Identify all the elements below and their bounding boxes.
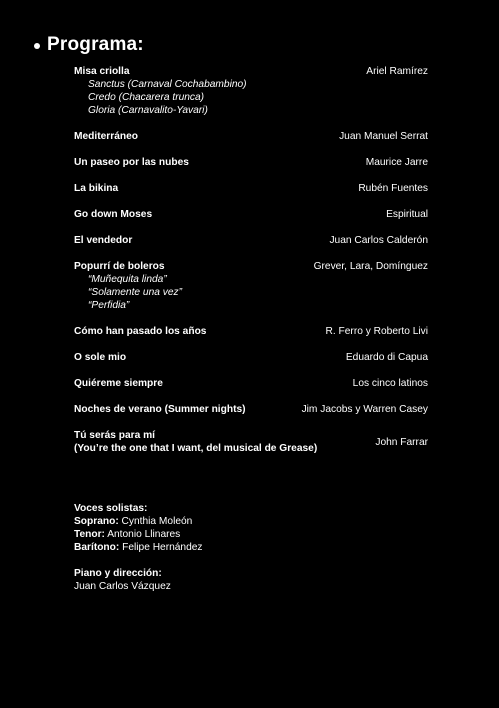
program-entry-composer: R. Ferro y Roberto Livi <box>325 326 428 337</box>
soloists-heading: Voces solistas: <box>74 503 148 514</box>
program-entry-title: Go down Moses <box>74 209 153 220</box>
program-entry <box>74 260 428 312</box>
program-entry <box>74 182 428 195</box>
program-entry-title: Popurrí de boleros <box>74 261 165 272</box>
program-entry-title: O sole mio <box>74 352 127 363</box>
program-entry-composer: Ariel Ramírez <box>366 66 428 77</box>
program-heading-text: Programa: <box>47 34 144 55</box>
tenor-label: Tenor: <box>74 529 105 540</box>
director-name: Juan Carlos Vázquez <box>74 581 171 592</box>
program-heading <box>34 34 144 56</box>
program-entry-title: La bikina <box>74 183 119 194</box>
program-entry <box>74 377 428 390</box>
program-entry <box>74 403 428 416</box>
program-entry <box>74 130 428 143</box>
program-entry-title: Un paseo por las nubes <box>74 157 189 168</box>
program-entry-movement: Credo (Chacarera trunca) <box>88 92 205 103</box>
program-entry-title-subline: (You’re the one that I want, del musical de Grease) <box>74 443 318 454</box>
program-entry-title: Noches de verano (Summer nights) <box>74 404 246 415</box>
program-entry-composer: Eduardo di Capua <box>345 352 428 363</box>
program-entry-composer: John Farrar <box>375 436 428 448</box>
program-entry-title: El vendedor <box>74 235 133 246</box>
program-entry-composer: Jim Jacobs y Warren Casey <box>301 404 428 415</box>
program-list <box>74 65 428 468</box>
program-entry <box>74 325 428 338</box>
direction-heading: Piano y dirección: <box>74 568 162 579</box>
program-entry-title: Misa criolla <box>74 66 130 77</box>
program-entry-title: Mediterráneo <box>74 131 138 142</box>
program-entry-movement: “Muñequita linda” <box>88 274 167 285</box>
program-entry-movement: Sanctus (Carnaval Cochabambino) <box>88 79 247 90</box>
program-entry-composer: Espiritual <box>386 209 428 220</box>
program-entry-composer: Los cinco latinos <box>352 378 428 389</box>
program-entry-composer: Rubén Fuentes <box>358 183 428 194</box>
credits-spacer <box>74 554 203 567</box>
soprano-line <box>74 515 203 528</box>
bullet-icon <box>34 43 40 49</box>
credits <box>74 502 203 593</box>
program-entry-composer: Maurice Jarre <box>365 157 428 168</box>
program-entry-title: Cómo han pasado los años <box>74 326 207 337</box>
program-entry-final <box>74 429 428 455</box>
program-entry-movement: Gloria (Carnavalito-Yavari) <box>88 105 208 116</box>
program-entry <box>74 234 428 247</box>
baritone-line <box>74 541 203 554</box>
tenor-line <box>74 528 203 541</box>
tenor-name: Antonio Llinares <box>104 529 181 540</box>
program-entry-movement: “Perfidia” <box>88 300 130 311</box>
program-entry-movement: “Solamente una vez” <box>88 287 183 298</box>
program-entry-title: Quiéreme siempre <box>74 378 163 389</box>
baritone-label: Barítono: <box>74 542 120 553</box>
program-entry-composer: Grever, Lara, Domínguez <box>313 261 428 272</box>
program-entry <box>74 156 428 169</box>
program-entry <box>74 208 428 221</box>
program-entry-composer: Juan Manuel Serrat <box>339 131 428 142</box>
soprano-name: Cynthia Moleón <box>118 516 193 527</box>
program-entry <box>74 351 428 364</box>
program-entry <box>74 65 428 117</box>
program-entry-composer: Juan Carlos Calderón <box>329 235 428 246</box>
soprano-label: Soprano: <box>74 516 119 527</box>
program-entry-title: Tú serás para mí <box>74 430 155 441</box>
baritone-name: Felipe Hernández <box>119 542 203 553</box>
